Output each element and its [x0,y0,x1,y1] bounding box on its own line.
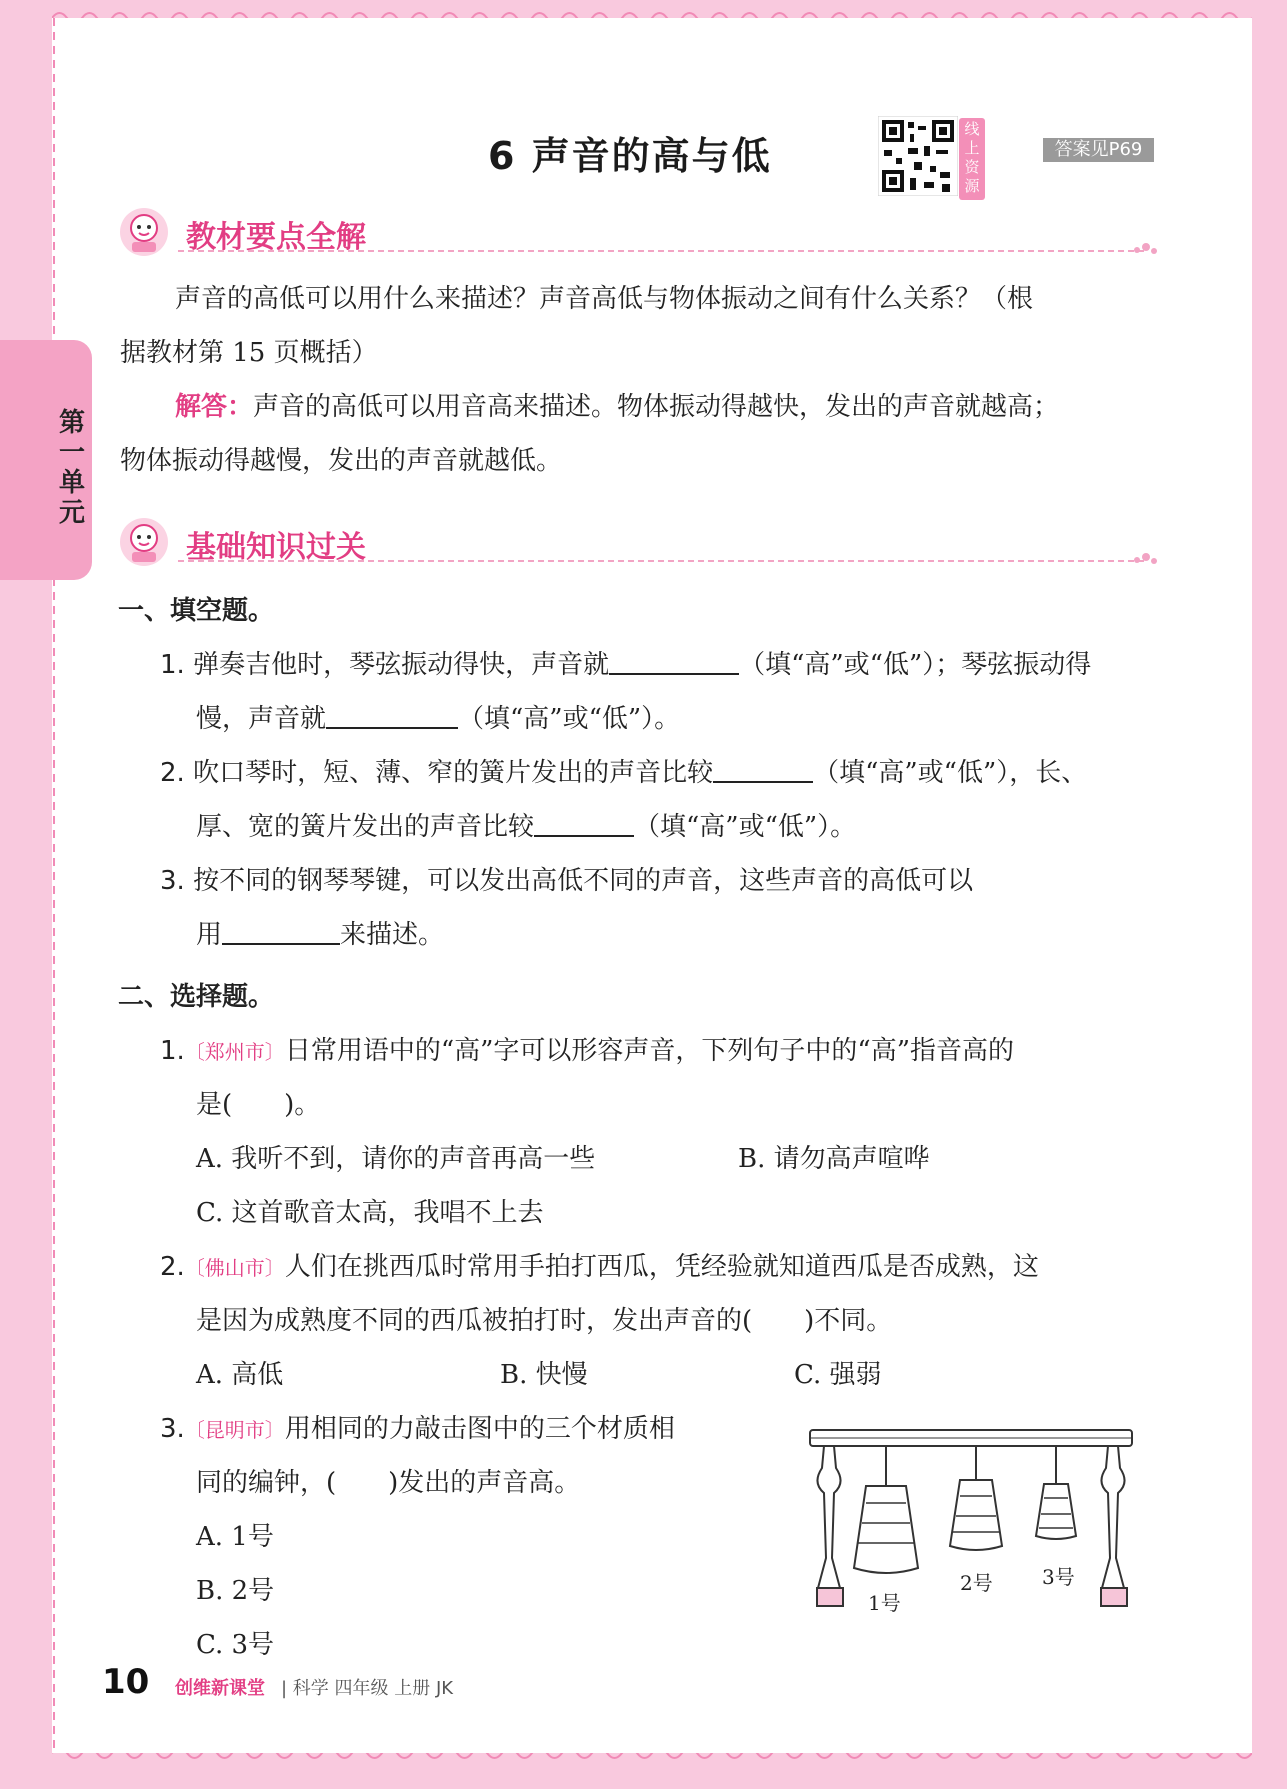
answer-blank[interactable] [222,919,340,945]
source-city-tag: 〔郑州市〕 [184,1040,285,1064]
answer-blank[interactable] [609,649,739,675]
bell-2-label: 2号 [960,1571,993,1595]
lesson-title: 6 声音的高与低 [488,134,772,178]
question-text: 来描述。 [340,920,445,950]
question-number: 1. [160,1036,185,1066]
question-text: 用相同的力敲击图中的三个材质相 [284,1414,675,1444]
question-text: 吹口琴时，短、薄、窄的簧片发出的声音比较 [193,758,714,788]
source-city-tag: 〔昆明市〕 [184,1418,285,1442]
option-c[interactable]: C. 强弱 [794,1360,882,1390]
question-text: 日常用语中的“高”字可以形容声音，下列句子中的“高”指音高的 [284,1036,1014,1066]
question-text: 用 [196,920,223,950]
section-header-basics [118,516,1158,566]
fill-question-1-cont [196,698,680,735]
cartoon-mascot-icon [118,516,170,568]
fill-question-3 [160,860,973,897]
decorative-dots-icon [1132,552,1158,568]
bell-1-label: 1号 [868,1591,901,1615]
brand-name: 创维新课堂 [175,1678,265,1699]
cartoon-mascot-icon [118,206,170,258]
question-text: 按不同的钢琴琴键，可以发出高低不同的声音，这些声音的高低可以 [193,866,974,896]
fill-question-3-cont [196,914,444,951]
wavy-border-left [44,18,64,1753]
answer-blank[interactable] [713,757,813,783]
part-heading: 一、填空题。 [118,596,275,626]
answer-blank[interactable] [534,811,634,837]
question-text: （填“高”或“低”）；琴弦振动得 [739,650,1092,680]
question-text: 是( )。 [196,1090,321,1120]
choice-question-3 [160,1408,675,1445]
question-text: 据教材第 15 页概括） [120,338,378,368]
qr-code-icon[interactable] [878,116,958,196]
question-text: （填“高”或“低”），长、 [813,758,1088,788]
choice-question-2 [160,1246,1039,1283]
answer-label: 解答： [175,392,254,422]
question-number: 2. [160,1252,185,1282]
question-text: （填“高”或“低”）。 [634,812,857,842]
option-b[interactable]: B. 2号 [196,1576,275,1606]
chime-bells-figure [806,1428,1136,1618]
question-number: 3. [160,866,185,896]
answer-line [175,386,1059,423]
option-b[interactable]: B. 请勿高声喧哗 [738,1144,930,1174]
bell-3 [1036,1446,1076,1539]
answer-reference-tag: 答案见P69 [1043,138,1154,162]
question-text: 厚、宽的簧片发出的声音比较 [196,812,535,842]
question-text: （填“高”或“低”）。 [458,704,681,734]
question-number: 3. [160,1414,185,1444]
section-divider [178,250,1144,252]
decorative-dots-icon [1132,242,1158,258]
unit-side-tab [0,340,92,580]
option-a[interactable]: A. 高低 [196,1360,284,1390]
question-text: 慢，声音就 [196,704,327,734]
section-header-key-points [118,206,1158,256]
question-number: 1. [160,650,185,680]
section-title: 教材要点全解 [186,220,366,255]
question-text: 人们在挑西瓜时常用手拍打西瓜，凭经验就知道西瓜是否成熟，这 [284,1252,1039,1282]
section-divider [178,560,1144,562]
question-text: 弹奏吉他时，琴弦振动得快，声音就 [193,650,610,680]
option-c[interactable]: C. 3号 [196,1630,275,1660]
option-a[interactable]: A. 我听不到，请你的声音再高一些 [196,1144,596,1174]
option-c[interactable]: C. 这首歌音太高，我唱不上去 [196,1198,544,1228]
bell-2 [950,1446,1002,1550]
frame-post-right [1101,1446,1127,1606]
online-resource-label: 线上资源 [959,118,985,200]
unit-label: 第一单元 [58,408,85,528]
answer-text: 物体振动得越慢，发出的声音就越低。 [120,446,563,476]
question-text: 同的编钟，( )发出的声音高。 [196,1468,581,1498]
fill-question-2 [160,752,1087,789]
bell-1 [854,1446,918,1573]
option-a[interactable]: A. 1号 [196,1522,274,1552]
page-number: 10 [102,1662,150,1702]
question-number: 2. [160,758,185,788]
source-city-tag: 〔佛山市〕 [184,1256,285,1280]
question-text: 是因为成熟度不同的西瓜被拍打时，发出声音的( )不同。 [196,1306,893,1336]
bell-3-label: 3号 [1042,1565,1075,1589]
option-b[interactable]: B. 快慢 [500,1360,588,1390]
fill-question-1 [160,644,1091,681]
question-text: 声音的高低可以用什么来描述？声音高低与物体振动之间有什么关系？（根 [175,284,1034,314]
fill-question-2-cont [196,806,856,843]
answer-blank[interactable] [326,703,458,729]
book-info: | 科学 四年级 上册 JK [281,1678,454,1699]
part-heading: 二、选择题。 [118,982,275,1012]
answer-text: 声音的高低可以用音高来描述。物体振动得越快，发出的声音就越高； [253,392,1060,422]
frame-post-left [817,1446,843,1606]
section-title: 基础知识过关 [186,530,366,565]
choice-question-1 [160,1030,1014,1067]
